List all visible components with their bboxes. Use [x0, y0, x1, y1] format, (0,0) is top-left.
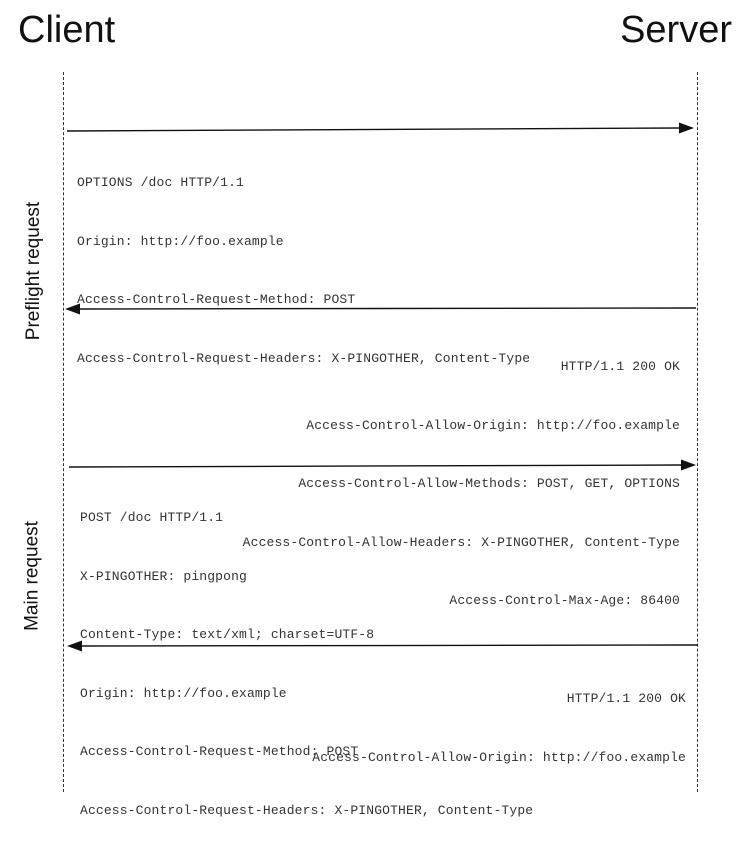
preflight-response-line: HTTP/1.1 200 OK — [560, 359, 680, 374]
preflight-request-arrowhead — [679, 123, 694, 134]
main-response-message — [312, 650, 686, 806]
main-phase-label: Main request — [21, 521, 43, 631]
preflight-response-line: Access-Control-Allow-Methods: POST, GET, OPTIONS — [298, 476, 680, 491]
main-request-line: POST /doc HTTP/1.1 — [80, 510, 224, 525]
preflight-response-line: Access-Control-Max-Age: 86400 — [449, 593, 680, 608]
preflight-phase-label: Preflight request — [23, 201, 44, 341]
client-actor-label: Client — [18, 9, 116, 51]
main-request-line: Access-Control-Request-Headers: X-PINGOTHER, Content-Type — [80, 802, 534, 818]
preflight-response-line: Access-Control-Allow-Origin: http://foo.example — [306, 417, 680, 433]
main-request-line: Access-Control-Request-Method: POST — [80, 744, 359, 759]
preflight-request-arrow — [67, 128, 680, 131]
main-request-arrowhead — [681, 460, 696, 471]
main-request-line: X-PINGOTHER: pingpong — [80, 568, 247, 584]
preflight-response-line: Access-Control-Allow-Headers: X-PINGOTHER, Content-Type — [242, 534, 680, 550]
main-response-line: HTTP/1.1 200 OK — [566, 691, 686, 706]
main-request-line: Content-Type: text/xml; charset=UTF-8 — [80, 627, 375, 642]
main-response-line: Access-Control-Allow-Origin: http://foo.example — [312, 749, 686, 765]
preflight-request-line: Access-Control-Request-Headers: X-PINGOTHER, Content-Type — [77, 350, 531, 366]
server-actor-label: Server — [620, 9, 732, 51]
preflight-request-line: OPTIONS /doc HTTP/1.1 — [77, 175, 244, 190]
preflight-request-line: Origin: http://foo.example — [77, 233, 284, 249]
main-request-line: Origin: http://foo.example — [80, 685, 287, 701]
preflight-request-line: Access-Control-Request-Method: POST — [77, 292, 356, 307]
